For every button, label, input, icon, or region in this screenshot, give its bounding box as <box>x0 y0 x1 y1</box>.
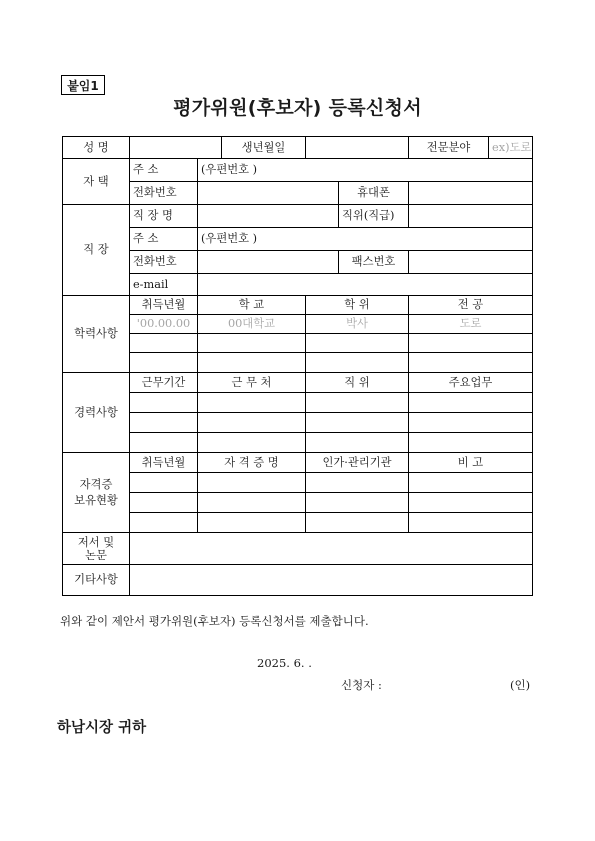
home-mobile-input[interactable] <box>409 182 533 205</box>
career-cell[interactable] <box>409 393 533 413</box>
name-label: 성 명 <box>63 137 130 159</box>
birth-label: 생년월일 <box>222 137 306 159</box>
birth-input[interactable] <box>306 137 409 159</box>
publications-label <box>63 533 130 565</box>
license-cell[interactable] <box>409 493 533 513</box>
license-header-name: 자 격 증 명 <box>198 453 306 473</box>
career-cell[interactable] <box>306 413 409 433</box>
career-cell[interactable] <box>306 393 409 413</box>
license-label-line1: 자격증 <box>79 478 113 492</box>
publications-input[interactable] <box>130 533 533 565</box>
career-cell[interactable] <box>306 433 409 453</box>
home-phone-label: 전화번호 <box>130 182 198 205</box>
home-phone-row <box>63 182 533 205</box>
license-cell[interactable] <box>198 473 306 493</box>
work-position-label: 직위(직급) <box>339 205 409 228</box>
name-input[interactable] <box>130 137 222 159</box>
home-section-label: 자 택 <box>63 159 130 205</box>
other-row <box>63 565 533 596</box>
attachment-badge: 붙임1 <box>61 75 105 95</box>
career-cell[interactable] <box>130 393 198 413</box>
license-header-remarks: 비 고 <box>409 453 533 473</box>
career-header-duties: 주요업무 <box>409 373 533 393</box>
work-fax-input[interactable] <box>409 251 533 274</box>
name-row <box>63 137 533 159</box>
career-header-position: 직 위 <box>306 373 409 393</box>
license-row <box>63 473 533 493</box>
education-cell[interactable] <box>409 334 533 353</box>
license-header-row <box>63 453 533 473</box>
education-header-date: 취득년월 <box>130 296 198 315</box>
career-row <box>63 433 533 453</box>
license-header-authority: 인가·관리기관 <box>306 453 409 473</box>
home-address-row <box>63 159 533 182</box>
license-cell[interactable] <box>130 473 198 493</box>
declaration-text: 위와 같이 제안서 평가위원(후보자) 등록신청서를 제출합니다. <box>60 614 369 628</box>
work-email-row <box>63 274 533 296</box>
education-cell[interactable] <box>409 353 533 373</box>
work-fax-label: 팩스번호 <box>339 251 409 274</box>
license-cell[interactable] <box>130 513 198 533</box>
license-cell[interactable] <box>409 473 533 493</box>
work-position-input[interactable] <box>409 205 533 228</box>
license-cell[interactable] <box>409 513 533 533</box>
publications-label-line2: 논문 <box>85 548 107 562</box>
license-cell[interactable] <box>306 473 409 493</box>
education-header-major: 전 공 <box>409 296 533 315</box>
publications-label-line1: 저서 및 <box>77 535 115 549</box>
education-example-school[interactable]: 00대학교 <box>198 315 306 334</box>
work-address-label: 주 소 <box>130 228 198 251</box>
education-example-degree[interactable]: 박사 <box>306 315 409 334</box>
career-section-label: 경력사항 <box>63 373 130 453</box>
education-cell[interactable] <box>198 353 306 373</box>
license-cell[interactable] <box>198 493 306 513</box>
career-cell[interactable] <box>409 413 533 433</box>
education-row <box>63 353 533 373</box>
submission-date: 2025. 6. . <box>257 656 312 670</box>
career-cell[interactable] <box>198 433 306 453</box>
education-example-row <box>63 315 533 334</box>
education-header-degree: 학 위 <box>306 296 409 315</box>
license-row <box>63 513 533 533</box>
addressee: 하남시장 귀하 <box>57 720 147 736</box>
license-cell[interactable] <box>130 493 198 513</box>
publications-row <box>63 533 533 565</box>
education-header-school: 학 교 <box>198 296 306 315</box>
applicant-label: 신청자 : <box>341 678 382 692</box>
education-example-major[interactable]: 도로 <box>409 315 533 334</box>
seal-label: (인) <box>510 678 531 692</box>
work-address-row <box>63 228 533 251</box>
career-header-workplace: 근 무 처 <box>198 373 306 393</box>
career-header-period: 근무기간 <box>130 373 198 393</box>
work-company-label: 직 장 명 <box>130 205 198 228</box>
work-address-input[interactable]: (우편번호 ) <box>198 228 533 251</box>
license-label-line2: 보유현황 <box>74 493 118 507</box>
education-example-date[interactable]: '00.00.00 <box>130 315 198 334</box>
home-phone-input[interactable] <box>198 182 339 205</box>
education-cell[interactable] <box>130 353 198 373</box>
career-header-row <box>63 373 533 393</box>
career-cell[interactable] <box>198 413 306 433</box>
home-address-input[interactable]: (우편번호 ) <box>198 159 533 182</box>
work-section-label: 직 장 <box>63 205 130 296</box>
education-cell[interactable] <box>306 353 409 373</box>
license-cell[interactable] <box>306 493 409 513</box>
career-cell[interactable] <box>198 393 306 413</box>
home-address-label: 주 소 <box>130 159 198 182</box>
career-cell[interactable] <box>409 433 533 453</box>
career-cell[interactable] <box>130 433 198 453</box>
license-row <box>63 493 533 513</box>
career-row <box>63 413 533 433</box>
work-phone-input[interactable] <box>198 251 339 274</box>
education-row <box>63 334 533 353</box>
form-title: 평가위원(후보자) 등록신청서 <box>173 97 422 119</box>
education-cell[interactable] <box>198 334 306 353</box>
work-email-input[interactable] <box>198 274 533 296</box>
work-company-input[interactable] <box>198 205 339 228</box>
career-cell[interactable] <box>130 413 198 433</box>
license-cell[interactable] <box>198 513 306 533</box>
other-input[interactable] <box>130 565 533 596</box>
license-header-date: 취득년월 <box>130 453 198 473</box>
home-mobile-label: 휴대폰 <box>339 182 409 205</box>
license-section-label <box>63 453 130 533</box>
registration-form <box>62 136 533 596</box>
work-email-label: e-mail <box>130 274 198 296</box>
education-cell[interactable] <box>306 334 409 353</box>
other-label: 기타사항 <box>63 565 130 596</box>
work-company-row <box>63 205 533 228</box>
education-cell[interactable] <box>130 334 198 353</box>
work-phone-label: 전화번호 <box>130 251 198 274</box>
career-row <box>63 393 533 413</box>
expertise-label: 전문분야 <box>409 137 489 159</box>
license-cell[interactable] <box>306 513 409 533</box>
education-header-row <box>63 296 533 315</box>
work-phone-row <box>63 251 533 274</box>
education-section-label: 학력사항 <box>63 296 130 373</box>
expertise-input[interactable]: ex)도로 <box>489 137 533 159</box>
